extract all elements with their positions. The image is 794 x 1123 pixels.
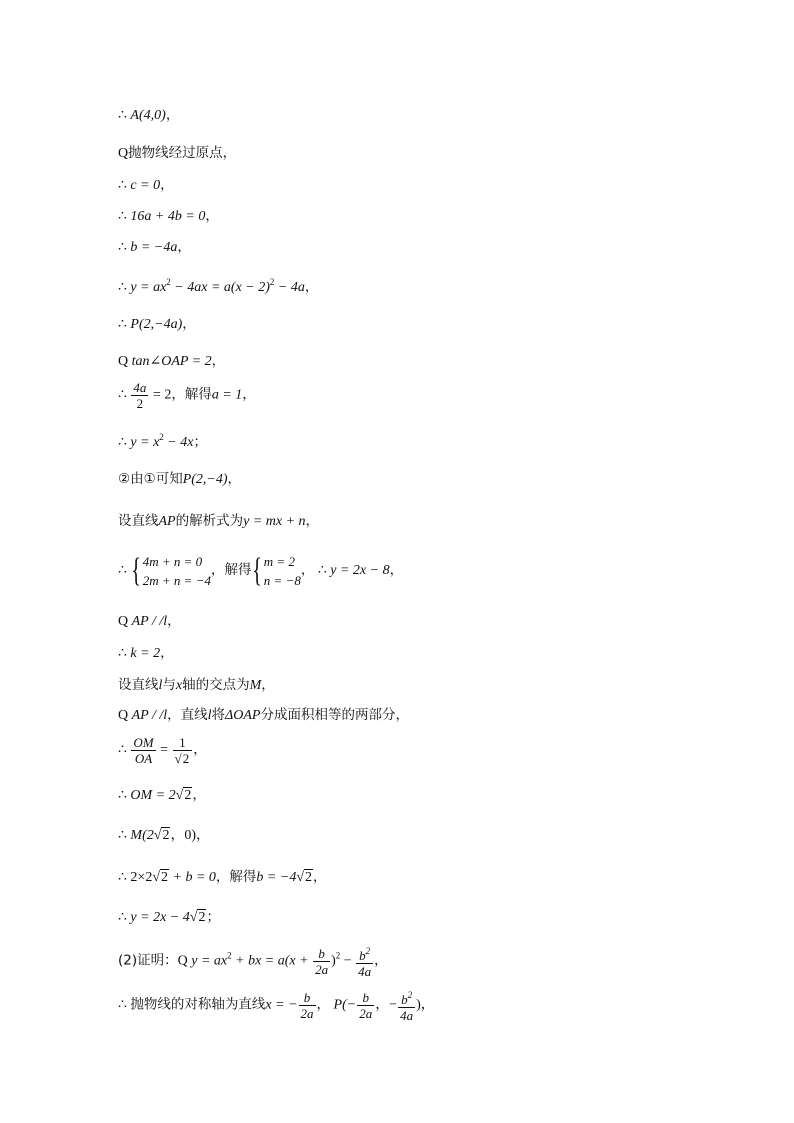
denominator: OA: [134, 751, 153, 766]
because: Q: [118, 146, 129, 161]
equation-part: y = 2x − 4: [130, 910, 190, 925]
punct: ，: [374, 952, 388, 969]
text: ②由①可知: [118, 471, 183, 487]
text: 设直线: [118, 513, 159, 529]
punct: ，: [160, 177, 174, 193]
radicand: 2: [162, 828, 170, 843]
equation-part: y = ax: [130, 280, 167, 295]
therefore: ∴: [118, 209, 131, 224]
punct: ，: [313, 869, 327, 885]
line-13: [118, 552, 403, 590]
equation: tan∠OAP = 2: [131, 354, 212, 369]
therefore: ∴: [118, 646, 131, 661]
fraction: [313, 946, 330, 977]
punct: ，: [210, 562, 225, 579]
equation-part: y = ax: [191, 953, 228, 969]
text: 解得: [224, 562, 252, 579]
equation-part: = 2: [149, 387, 172, 403]
denominator: 2a: [315, 962, 329, 977]
text: 分成面积相等的两部分，: [260, 707, 409, 723]
equation-part: OM = 2: [130, 788, 176, 803]
punct: ，: [160, 645, 174, 661]
numerator-base: b: [401, 992, 408, 1007]
line-5: [118, 238, 191, 257]
radicand: 2: [198, 910, 206, 925]
line-8: [118, 352, 225, 371]
radicand: 2: [305, 870, 313, 885]
denominator: 4a: [400, 1008, 414, 1023]
punct: ，: [165, 107, 180, 123]
equation-row: n = −8: [263, 573, 301, 588]
text: 轴的交点为: [182, 677, 250, 693]
equation-part: y = x: [130, 435, 160, 450]
point-p: P(2,−4): [182, 472, 228, 487]
parallel-relation: AP / /l: [131, 614, 168, 629]
text: 解得: [184, 386, 212, 403]
punct: ；: [193, 434, 207, 450]
therefore: ∴: [118, 108, 131, 123]
numerator: b: [357, 990, 374, 1006]
therefore: ∴: [118, 828, 131, 843]
numerator: b: [299, 990, 316, 1006]
exponent: 2: [269, 277, 275, 287]
line-15: [118, 644, 174, 663]
equation: y = mx + n: [243, 514, 306, 529]
exponent: 2: [335, 950, 341, 961]
numerator: 1: [173, 735, 193, 751]
point-p: P(2,−4a): [130, 317, 183, 332]
punct: ，: [261, 677, 275, 693]
exponent: 2: [166, 277, 171, 287]
numerator-base: b: [359, 948, 366, 963]
text: 解得: [229, 869, 257, 885]
fraction: [131, 380, 148, 411]
text: 的解析式为: [175, 513, 244, 529]
punct: ；: [206, 909, 220, 925]
punct: ，: [215, 869, 230, 885]
therefore: ∴: [118, 563, 131, 579]
because: Q: [118, 708, 132, 723]
line-18: [118, 735, 207, 766]
line-10: [118, 428, 207, 452]
punct: ，: [300, 562, 315, 579]
equation-part: ): [331, 953, 336, 969]
variable: M: [249, 678, 262, 693]
denominator: 2a: [300, 1006, 314, 1021]
equation: b = −4a: [130, 240, 178, 255]
equation-part: x = −: [265, 997, 298, 1013]
denominator: 2: [136, 396, 144, 411]
separator: ，−: [375, 997, 398, 1013]
equation-part: 2×2: [130, 870, 153, 885]
line-4: [118, 207, 219, 226]
punct: ，: [227, 471, 242, 487]
punct: ，: [196, 827, 210, 843]
punct: ，: [211, 353, 226, 369]
text: 抛物线的对称轴为直线: [130, 996, 266, 1013]
point-p: P(−: [333, 997, 357, 1013]
sqrt-icon: √: [153, 828, 162, 843]
exponent: 2: [227, 950, 232, 961]
punct: ，: [222, 145, 237, 161]
variable: x: [175, 678, 183, 693]
sqrt-icon: √: [296, 870, 305, 885]
variable: l: [207, 708, 212, 723]
equation-row: 4m + n = 0: [142, 554, 203, 569]
sqrt-icon: √: [152, 870, 161, 885]
line-20: [118, 826, 210, 845]
brace-icon: {: [252, 552, 263, 589]
line-21: [118, 868, 327, 887]
punct: ，: [192, 787, 206, 803]
numerator: [398, 988, 415, 1008]
line-23: [118, 944, 388, 979]
equation-part: −: [340, 953, 356, 969]
fraction: [131, 735, 155, 766]
line-14: [118, 612, 181, 631]
line-6: [118, 273, 318, 297]
equation: a = 1: [211, 387, 243, 403]
line-19: [118, 786, 206, 805]
denominator: 4a: [358, 964, 372, 979]
triangle: ΔOAP: [225, 708, 261, 723]
line-24: [118, 988, 435, 1023]
equation: k = 2: [130, 646, 161, 661]
fraction: [356, 944, 373, 979]
therefore: ∴: [118, 870, 131, 885]
punct: ，: [177, 239, 191, 255]
line-2: [118, 144, 236, 163]
text: 将: [211, 707, 226, 723]
solution-system: [264, 552, 301, 590]
line-9: [118, 380, 256, 411]
fraction: [173, 735, 193, 766]
parallel-relation: AP / /l: [131, 708, 168, 723]
punct: ，: [389, 562, 404, 579]
equation: y = 2x − 8: [330, 563, 390, 579]
system-of-equations: [143, 552, 211, 590]
exponent: 2: [159, 432, 164, 442]
line-3: [118, 176, 174, 195]
equals: =: [156, 742, 172, 758]
punct: ，: [316, 996, 331, 1013]
therefore: ∴: [118, 997, 131, 1013]
numerator: [356, 944, 373, 964]
therefore: ∴: [118, 178, 131, 193]
punct: ，: [171, 386, 185, 403]
line-7: [118, 315, 196, 334]
sqrt-icon: √: [189, 910, 198, 925]
radicand: 2: [161, 870, 169, 885]
punct: ，: [182, 316, 196, 332]
punct: ，: [305, 513, 320, 529]
fraction: [398, 988, 415, 1023]
point-m: M(2: [130, 828, 154, 843]
therefore: ∴: [118, 910, 131, 925]
radicand: 2: [184, 788, 192, 803]
fraction: [357, 990, 374, 1021]
punct: )，: [416, 997, 435, 1013]
punct: ，: [193, 741, 207, 758]
denominator: 2a: [359, 1006, 373, 1021]
therefore: ∴: [118, 240, 131, 255]
line-11: [118, 470, 241, 489]
numerator: 4a: [133, 380, 147, 395]
denominator: [173, 751, 193, 766]
sqrt-icon: √: [175, 788, 184, 803]
equation-part: + bx = a(x +: [231, 953, 313, 969]
therefore: ∴: [118, 280, 131, 295]
exponent: 2: [407, 990, 413, 1000]
radicand: 2: [182, 751, 190, 766]
because: Q: [118, 614, 132, 629]
equation-part: b = −4: [256, 870, 297, 885]
line-22: [118, 908, 220, 927]
line-17: [118, 706, 409, 725]
punct: ，: [242, 386, 256, 403]
line-12: [118, 512, 319, 531]
numerator: b: [313, 946, 330, 962]
therefore: ∴: [118, 387, 131, 403]
equation-part: − 4ax = a(x − 2): [170, 280, 270, 295]
therefore: ∴: [317, 563, 331, 579]
text: ，直线: [167, 707, 208, 723]
sqrt-icon: √: [174, 751, 182, 766]
point-m: ，0): [170, 828, 197, 843]
proof-label: (2)证明：: [118, 952, 178, 969]
therefore: ∴: [118, 788, 131, 803]
text: 与: [162, 677, 176, 693]
punct: ，: [304, 279, 319, 295]
equation: c = 0: [130, 178, 161, 193]
because: Q: [118, 354, 132, 369]
exponent: 2: [365, 946, 371, 956]
line-1: [118, 106, 179, 125]
equation-row: 2m + n = −4: [142, 573, 211, 588]
fraction: [299, 990, 316, 1021]
equation-row: m = 2: [263, 554, 295, 569]
equation: 16a + 4b = 0: [130, 209, 206, 224]
equation-part: − 4a: [274, 280, 305, 295]
punct: ，: [167, 613, 181, 629]
variable: l: [158, 678, 163, 693]
text: 抛物线经过原点: [128, 145, 223, 161]
numerator: OM: [133, 735, 154, 750]
because: Q: [177, 953, 192, 969]
therefore: ∴: [118, 317, 131, 332]
line-16: [118, 676, 275, 695]
text: 设直线: [118, 677, 159, 693]
equation-part: + b = 0: [169, 870, 216, 885]
point-a: A(4,0): [130, 108, 166, 123]
equation-part: − 4x: [163, 435, 194, 450]
line-ap: AP: [158, 514, 176, 529]
brace-icon: {: [131, 552, 142, 589]
therefore: ∴: [118, 435, 131, 450]
punct: ，: [205, 208, 219, 224]
therefore: ∴: [118, 742, 131, 758]
